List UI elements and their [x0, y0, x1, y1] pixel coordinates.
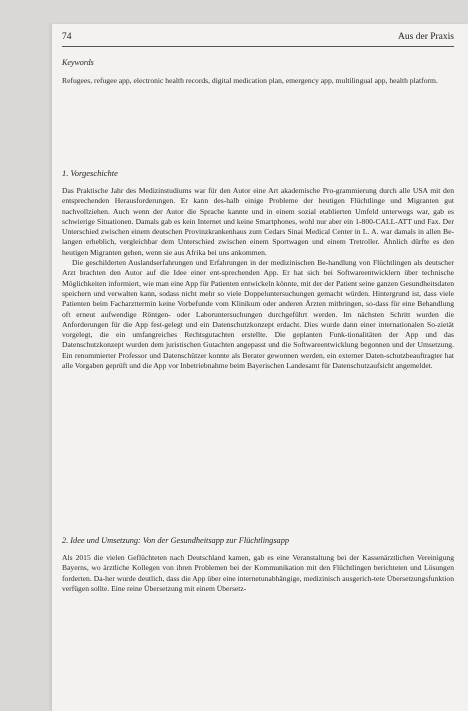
paragraph: Das Praktische Jahr des Medizinstudiums war für den Autor eine Art akademische Pro-grammierung durch alle USA mit den entsprechenden Herausforderungen. Er kann des-halb einige Probleme der heutigen Flüchtlinge und Migranten gut nachvollziehen. Auch wenn der Autor die Sprache kannte und in einem sozial etablierten Umfeld unterwegs war, gab es schwierige Situationen. Damals gab es kein Internet und keine Smartphones, wohl nur aber ein 1-800-CALL-ATT und Fax. Der Unterschied zwischen einem deutschen Provinzkrankenhaus zum Cedars Sinai Medical Center in L. A. war damals in allen Be-langen erheblich, vergleichbar dem Unterschied zwischen einem Sportwagen und einem Tretroller. Ähnlich dürfte es den heutigen Migranten gehen, wenn sie aus Afrika bei uns ankommen.	[62, 186, 454, 257]
running-header	[62, 32, 454, 47]
keywords-label: Keywords	[62, 58, 94, 67]
section-2-body	[62, 553, 454, 594]
section-heading-2: 2. Idee und Umsetzung: Von der Gesundheitsapp zur Flüchtlingsapp	[62, 536, 289, 545]
section-heading-1: 1. Vorgeschichte	[62, 168, 118, 178]
section-1-body	[62, 186, 454, 371]
paragraph: Als 2015 die vielen Geflüchteten nach Deutschland kamen, gab es eine Veranstaltung bei der Kassenärztlichen Vereinigung Bayerns, wo ärztliche Kollegen von ihren Problemen bei der Kommunikation mit den Flüchtlingen berichteten und Lösungen forderten. Da-her wurde deutlich, dass die App über eine internetunabhängige, medizinisch ausgerich-tete Übersetzungsfunktion verfügen sollte. Eine reine Übersetzung mit einem Übersetz-	[62, 553, 454, 593]
paragraph: Die geschilderten Auslandserfahrungen und Erfahrungen in der medizinischen Be-handlung von Flüchtlingen als deutscher Arzt brachten den Autor auf die Idee einer ent-sprechenden App. Er hat sich bei Softwareentwicklern über technische Möglichkeiten informiert, wie man eine App für Patienten entwickeln könnte, mit der der Patient seine ganzen Gesundheitsdaten speichern und verwalten kann, sodass nicht mehr so viele Doppeluntersuchungen gemacht würden. Hintergrund ist, dass viele Patienten beim Facharzttermin keine Vorbefunde vom Klinikum oder anderen Ärzten mitbringen, so-dass für eine Behandlung oft erneut aufwendige Röntgen- oder Laboruntersuchungen durchgeführt werden. Im nächsten Schritt wurden die Anforderungen für die App fest-gelegt und ein Datenschutzkonzept erdacht. Dies wurde dann einer internationalen So-zietät vorgelegt, die ein umfangreiches Rechtsgutachten erstellte. Die geplanten Funk-tionalitäten der App und das Datenschutzkonzept wurden dem juristischen Gutachten angepasst und die Softwareentwicklung begonnen und der Umsetzung. Ein renommierter Professor und Datenschützer konnte als Berater gewonnen werden, ein externer Daten-schutzbeauftragter hat alle Vorgaben geprüft und die App vor Inbetriebnahme beim Bayerischen Landesamt für Datenschutzaufsicht angemeldet.	[62, 258, 454, 371]
keywords-text	[62, 76, 454, 86]
running-title: Aus der Praxis	[398, 32, 454, 42]
book-page	[52, 24, 468, 711]
keywords-paragraph: Refugees, refugee app, electronic health records, digital medication plan, emergency app, multilingual app, health platform.	[62, 76, 438, 85]
page-number: 74	[62, 32, 72, 42]
